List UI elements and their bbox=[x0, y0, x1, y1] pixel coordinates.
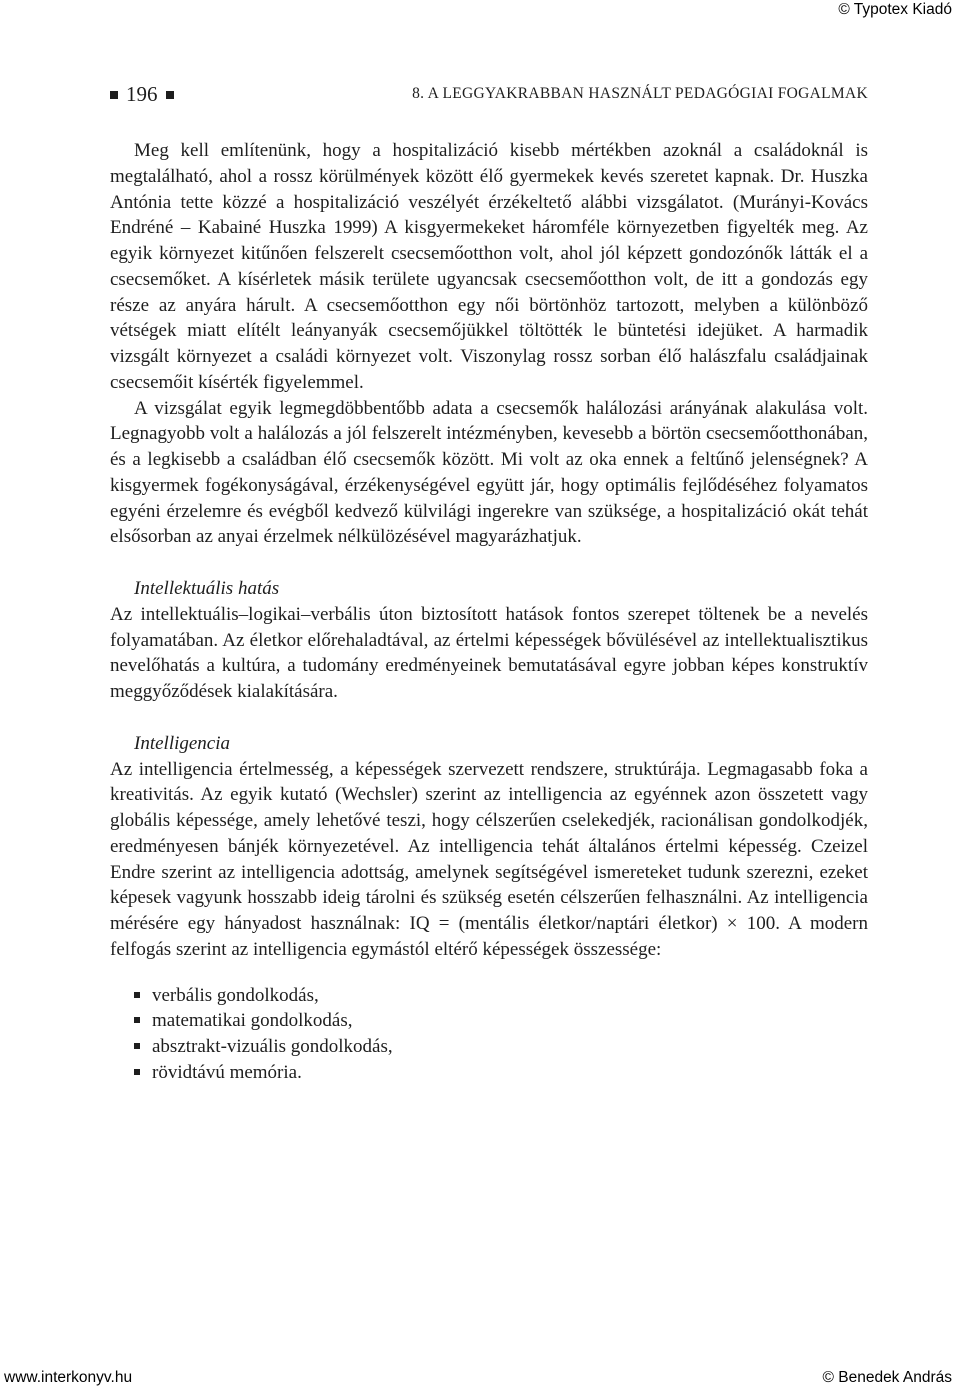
publisher-watermark: © Typotex Kiadó bbox=[838, 1, 952, 18]
square-bullet-icon bbox=[134, 992, 140, 998]
spacer bbox=[110, 963, 868, 983]
square-bullet-icon bbox=[166, 91, 174, 99]
list-item-text: matematikai gondolkodás, bbox=[152, 1010, 353, 1032]
section-heading-intellektualis: Intellektuális hatás bbox=[134, 578, 280, 599]
square-bullet-icon bbox=[134, 1043, 140, 1049]
running-head bbox=[110, 80, 868, 108]
spacer bbox=[110, 705, 868, 731]
paragraph-hospitalizacio: Meg kell említenünk, hogy a hospitalizáció kisebb mértékben azoknál a családoknál is megtalálható, ahol a rossz körülmények között élő gyermekek kevés szeretet kapnak. Dr. Huszka Antónia tette közzé a hospitalizáció veszélyét érzékeltető alábbi vizsgálatot. (Murányi-Kovács Endréné – Kabainé Huszka 1999) A kisgyermekeket háromféle környezetben figyelték meg. Az egyik környezet kitűnően felszerelt csecsemőotthon volt, ahol jól képzett gondozónők látták el a csecsemőket. A kísérletek másik területe ugyancsak csecsemőotthon volt, de itt a gondozás egy része az anyára hárult. A csecsemőotthon egy női börtönhöz tartozott, melyben a különböző vétségek miatt elítélt leányanyák csecsemőjükkel töltötték le büntetési idejüket. A harmadik vizsgált környezet a családi környezet volt. Viszonylag rossz sorban élő halászfalu családjainak csecsemőit kísérték figyelemmel. bbox=[110, 140, 868, 393]
author-watermark: © Benedek András bbox=[822, 1369, 952, 1386]
square-bullet-icon bbox=[134, 1017, 140, 1023]
square-bullet-icon bbox=[134, 1069, 140, 1075]
paragraph-intelligencia: Az intelligencia értelmesség, a képességek szervezett rendszere, struktúrája. Legmagasabb foka a kreativitás. Az egyik kutató (Wechsler) szerint az intelligencia az egyénnek azon összetett vagy globális képessége, amely lehetővé teszi, hogy célszerűen cselekedjék, racionálisan gondolkodjék, eredményesen bánjék környezetével. Az intelligencia tehát általános értelmi képesség. Czeizel Endre szerint az intelligencia adottság, amelynek segítségével ismereteket tudunk szerezni, ezeket képesek vagyunk hosszabb ideig tárolni és szükség esetén célszerűen felhasználni. Az intelligencia mérésére egy hányadost használnak: IQ = (mentális életkor/naptári életkor) × 100. A modern felfogás szerint az intelligencia egymástól eltérő képességek összessége: bbox=[110, 758, 868, 960]
list-item bbox=[110, 1060, 868, 1086]
page-body bbox=[110, 138, 868, 1086]
website-watermark: www.interkonyv.hu bbox=[4, 1369, 133, 1386]
list-item-text: verbális gondolkodás, bbox=[152, 984, 319, 1006]
list-item-text: rövidtávú memória. bbox=[152, 1061, 302, 1083]
page-number-block bbox=[110, 82, 174, 107]
page-number: 196 bbox=[126, 82, 158, 106]
list-item bbox=[110, 983, 868, 1009]
square-bullet-icon bbox=[110, 91, 118, 99]
paragraph-intellektualis: Az intellektuális–logikai–verbális úton biztosított hatások fontos szerepet töltenek be a nevelés folyamatában. Az életkor előrehaladtával, az értelmi képességek bővülésével az intellektualisztikus nevelőhatás a kultúra, a tudomány eredményeinek bemutatásával egyre jobban képes konstruktív meggyőződések kialakítására. bbox=[110, 603, 868, 702]
chapter-title: 8. A LEGGYAKRABBAN HASZNÁLT PEDAGÓGIAI FOGALMAK bbox=[412, 85, 868, 102]
section-heading-intelligencia: Intelligencia bbox=[134, 732, 231, 754]
paragraph-halalozas: A vizsgálat egyik legmegdöbbentőbb adata a csecsemők halálozási arányának alakulása volt. Legnagyobb volt a halálozás a jól felszerelt intézményben, kevesebb a börtön csecsemőotthonában, és a legkisebb a családban élő csecsemők között. Mi volt az oka ennek a feltűnő jelenségnek? A kisgyermek fogékonyságával, érzékenységével együtt jár, hogy optimális fejlődéséhez folyamatos egyéni érzelemre és evégből kedvező külvilági ingerekre van szüksége, a hospitalizáció okát tehát elsősorban az anyai érzelmek nélkülözésével magyarázhatjuk. bbox=[110, 397, 868, 548]
list-item bbox=[110, 1034, 868, 1060]
list-item-text: absztrakt-vizuális gondolkodás, bbox=[152, 1036, 393, 1057]
spacer bbox=[110, 550, 868, 576]
intelligence-abilities-list bbox=[110, 983, 868, 1086]
list-item bbox=[110, 1008, 868, 1034]
